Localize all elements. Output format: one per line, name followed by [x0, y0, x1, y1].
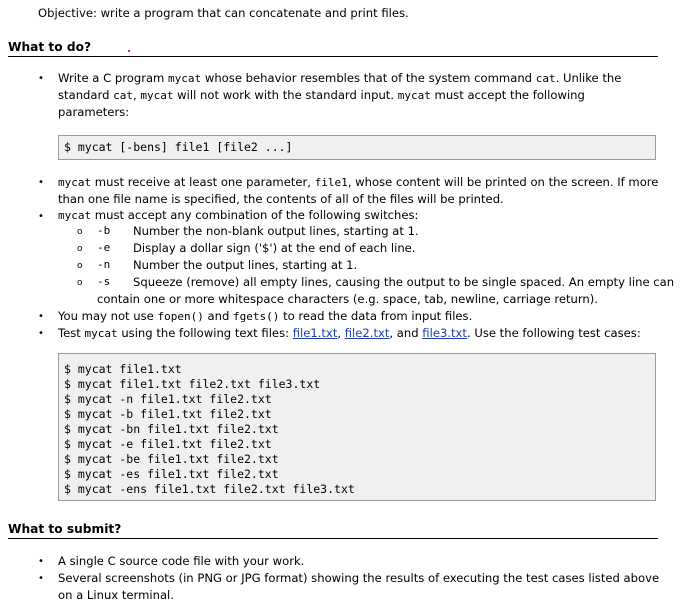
- switch-flag: -b: [97, 224, 111, 237]
- switch-description-cont: contain one or more whitespace characters (e.g. space, tab, newline, carriage return).: [97, 292, 598, 306]
- file1-link[interactable]: file1.txt: [292, 326, 338, 340]
- switch-flag: -s: [97, 275, 111, 288]
- bullet: •: [38, 556, 44, 567]
- what-to-do-heading: What to do?: [8, 40, 92, 54]
- bullet: •: [38, 573, 44, 584]
- switch-description: Squeeze (remove) all empty lines, causing the output to be single spaced. An empty line can: [133, 275, 675, 289]
- test-case-line: $ mycat -ens file1.txt file2.txt file3.txt: [64, 482, 355, 496]
- bullet: •: [38, 311, 44, 322]
- bullet: •: [38, 73, 44, 84]
- sub-bullet: o: [77, 261, 83, 271]
- paragraph-restriction: You may not use fopen() and fgets() to read the data from input files.: [58, 309, 473, 323]
- inline-code: mycat: [58, 209, 92, 222]
- heading-rule: [8, 56, 658, 57]
- heading-rule: [8, 538, 658, 539]
- test-case-line: $ mycat -n file1.txt file2.txt: [64, 392, 272, 406]
- paragraph-test: Test mycat using the following text files: file1.txt, file2.txt, and file3.txt. Use the following test cases:: [58, 326, 641, 340]
- inline-code: fgets(): [233, 310, 280, 323]
- file3-link[interactable]: file3.txt: [422, 326, 467, 340]
- red-marker: [128, 50, 130, 52]
- inline-code: mycat: [84, 327, 118, 340]
- objective-text: Objective: write a program that can concatenate and print files.: [38, 6, 409, 20]
- submit-item: A single C source code file with your work.: [58, 554, 305, 568]
- bullet: •: [38, 177, 44, 188]
- inline-code: mycat: [58, 176, 92, 189]
- sub-bullet: o: [77, 278, 83, 288]
- test-case-line: $ mycat -be file1.txt file2.txt: [64, 452, 279, 466]
- inline-code: mycat: [397, 89, 431, 102]
- usage-line: $ mycat [-bens] file1 [file2 ...]: [64, 140, 293, 154]
- switch-description: Number the output lines, starting at 1.: [133, 258, 358, 272]
- switch-flag: -e: [97, 241, 111, 254]
- file2-link[interactable]: file2.txt: [344, 326, 390, 340]
- test-case-line: $ mycat -es file1.txt file2.txt: [64, 467, 279, 481]
- paragraph-switches: mycat must accept any combination of the following switches:: [58, 208, 419, 222]
- submit-item: Several screenshots (in PNG or JPG format) showing the results of executing the test cases listed above on a Linux terminal.: [58, 571, 660, 602]
- inline-code: file1: [314, 176, 348, 189]
- paragraph-parameters: mycat must receive at least one parameter, file1, whose content will be printed on the screen. If more than one file name is specified, the contents of all of the files will be printed.: [58, 175, 659, 206]
- sub-bullet: o: [77, 227, 83, 237]
- test-case-line: $ mycat -b file1.txt file2.txt: [64, 407, 272, 421]
- test-case-line: $ mycat -bn file1.txt file2.txt: [64, 422, 279, 436]
- inline-code: cat: [535, 72, 556, 85]
- bullet: •: [38, 211, 44, 222]
- what-to-submit-heading: What to submit?: [8, 522, 122, 536]
- sub-bullet: o: [77, 244, 83, 254]
- usage-code-box: [58, 135, 656, 160]
- bullet: •: [38, 328, 44, 339]
- inline-code: fopen(): [157, 310, 204, 323]
- inline-code: mycat: [140, 89, 174, 102]
- switch-flag: -n: [97, 258, 111, 271]
- test-cases-code-box: [58, 353, 656, 501]
- inline-code: mycat: [168, 72, 202, 85]
- paragraph-intro: Write a C program mycat whose behavior resembles that of the system command cat. Unlike the standard cat, mycat will not work with the standard input. mycat must accept the following parameters:: [58, 71, 622, 119]
- switch-description: Display a dollar sign ('$') at the end of each line.: [133, 241, 416, 255]
- inline-code: cat: [113, 89, 133, 102]
- test-case-line: $ mycat file1.txt: [64, 362, 182, 376]
- test-case-line: $ mycat -e file1.txt file2.txt: [64, 437, 272, 451]
- test-case-line: $ mycat file1.txt file2.txt file3.txt: [64, 377, 321, 391]
- switch-description: Number the non-blank output lines, starting at 1.: [133, 224, 419, 238]
